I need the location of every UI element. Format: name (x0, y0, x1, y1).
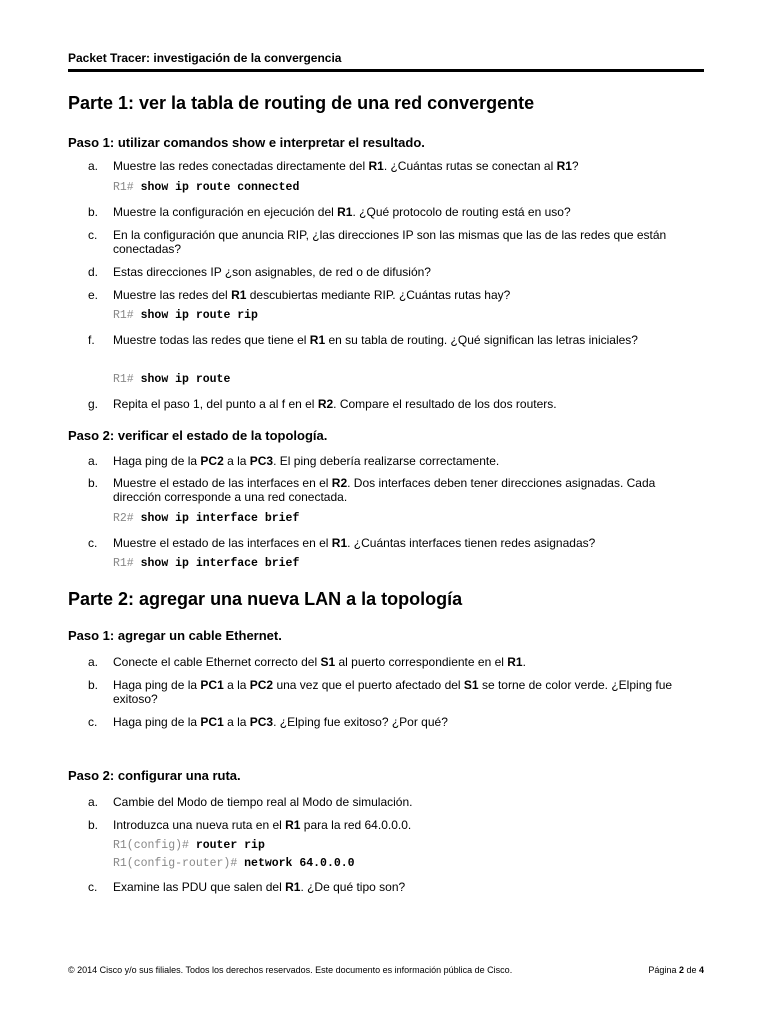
p1s1-item-e: e. Muestre las redes del R1 descubiertas mediante RIP. ¿Cuántas rutas hay? (88, 288, 511, 302)
p1s1-command-f: R1# show ip route (113, 373, 231, 386)
p1s1-item-d: d. Estas direcciones IP ¿son asignables, de red o de difusión? (88, 265, 431, 279)
page-number: Página 2 de 4 (648, 965, 704, 975)
p1s1-item-c: c. En la configuración que anuncia RIP, ¿las direcciones IP son las mismas que las de las redes que están conectadas? (88, 228, 667, 256)
p1s1-command-a: R1# show ip route connected (113, 181, 300, 194)
part-1-step-2-title: Paso 2: verificar el estado de la topología. (68, 428, 328, 443)
part-2-step-2-title: Paso 2: configurar una ruta. (68, 768, 241, 783)
p1s1-item-g: g. Repita el paso 1, del punto a al f en el R2. Compare el resultado de los dos routers. (88, 397, 557, 411)
p2s1-item-b: b. Haga ping de la PC1 a la PC2 una vez que el puerto afectado del S1 se torne de color verde. ¿Elping fue exitoso? (88, 678, 673, 706)
p1s2-item-b: b. Muestre el estado de las interfaces en el R2. Dos interfaces deben tener direcciones asignadas. Cada dirección corresponde a una red conectada. (88, 476, 656, 504)
p1s1-command-e: R1# show ip route rip (113, 309, 258, 322)
part-1-step-1-title: Paso 1: utilizar comandos show e interpretar el resultado. (68, 135, 425, 150)
p2s2-item-a: a. Cambie del Modo de tiempo real al Modo de simulación. (88, 795, 413, 809)
p2s2-command-b-1: R1(config)# router rip (113, 839, 265, 852)
page-footer (68, 965, 704, 975)
p1s2-command-c: R1# show ip interface brief (113, 557, 300, 570)
p1s1-item-a: a. Muestre las redes conectadas directamente del R1. ¿Cuántas rutas se conectan al R1? (88, 159, 579, 173)
p2s1-item-c: c. Haga ping de la PC1 a la PC3. ¿Elping fue exitoso? ¿Por qué? (88, 715, 448, 729)
p1s1-item-b: b. Muestre la configuración en ejecución del R1. ¿Qué protocolo de routing está en uso? (88, 205, 571, 219)
p1s1-item-f: f. Muestre todas las redes que tiene el R1 en su tabla de routing. ¿Qué significan las letras iniciales? (88, 333, 638, 347)
page-header (68, 50, 704, 72)
p1s2-command-b: R2# show ip interface brief (113, 512, 300, 525)
part-2-title: Parte 2: agregar una nueva LAN a la topología (68, 589, 463, 609)
document-title: Packet Tracer: investigación de la convergencia (68, 51, 342, 65)
p2s1-item-a: a. Conecte el cable Ethernet correcto del S1 al puerto correspondiente en el R1. (88, 655, 526, 669)
copyright-text: © 2014 Cisco y/o sus filiales. Todos los derechos reservados. Este documento es información pública de Cisco. (68, 965, 513, 975)
p2s2-command-b-2: R1(config-router)# network 64.0.0.0 (113, 857, 355, 870)
part-1-title: Parte 1: ver la tabla de routing de una red convergente (68, 93, 535, 113)
p2s2-item-c: c. Examine las PDU que salen del R1. ¿De qué tipo son? (88, 880, 406, 894)
p2s2-item-b: b. Introduzca una nueva ruta en el R1 para la red 64.0.0.0. (88, 818, 412, 832)
p1s2-item-a: a. Haga ping de la PC2 a la PC3. El ping debería realizarse correctamente. (88, 454, 500, 468)
part-2-step-1-title: Paso 1: agregar un cable Ethernet. (68, 628, 282, 643)
p1s2-item-c: c. Muestre el estado de las interfaces en el R1. ¿Cuántas interfaces tienen redes asignadas? (88, 536, 596, 550)
